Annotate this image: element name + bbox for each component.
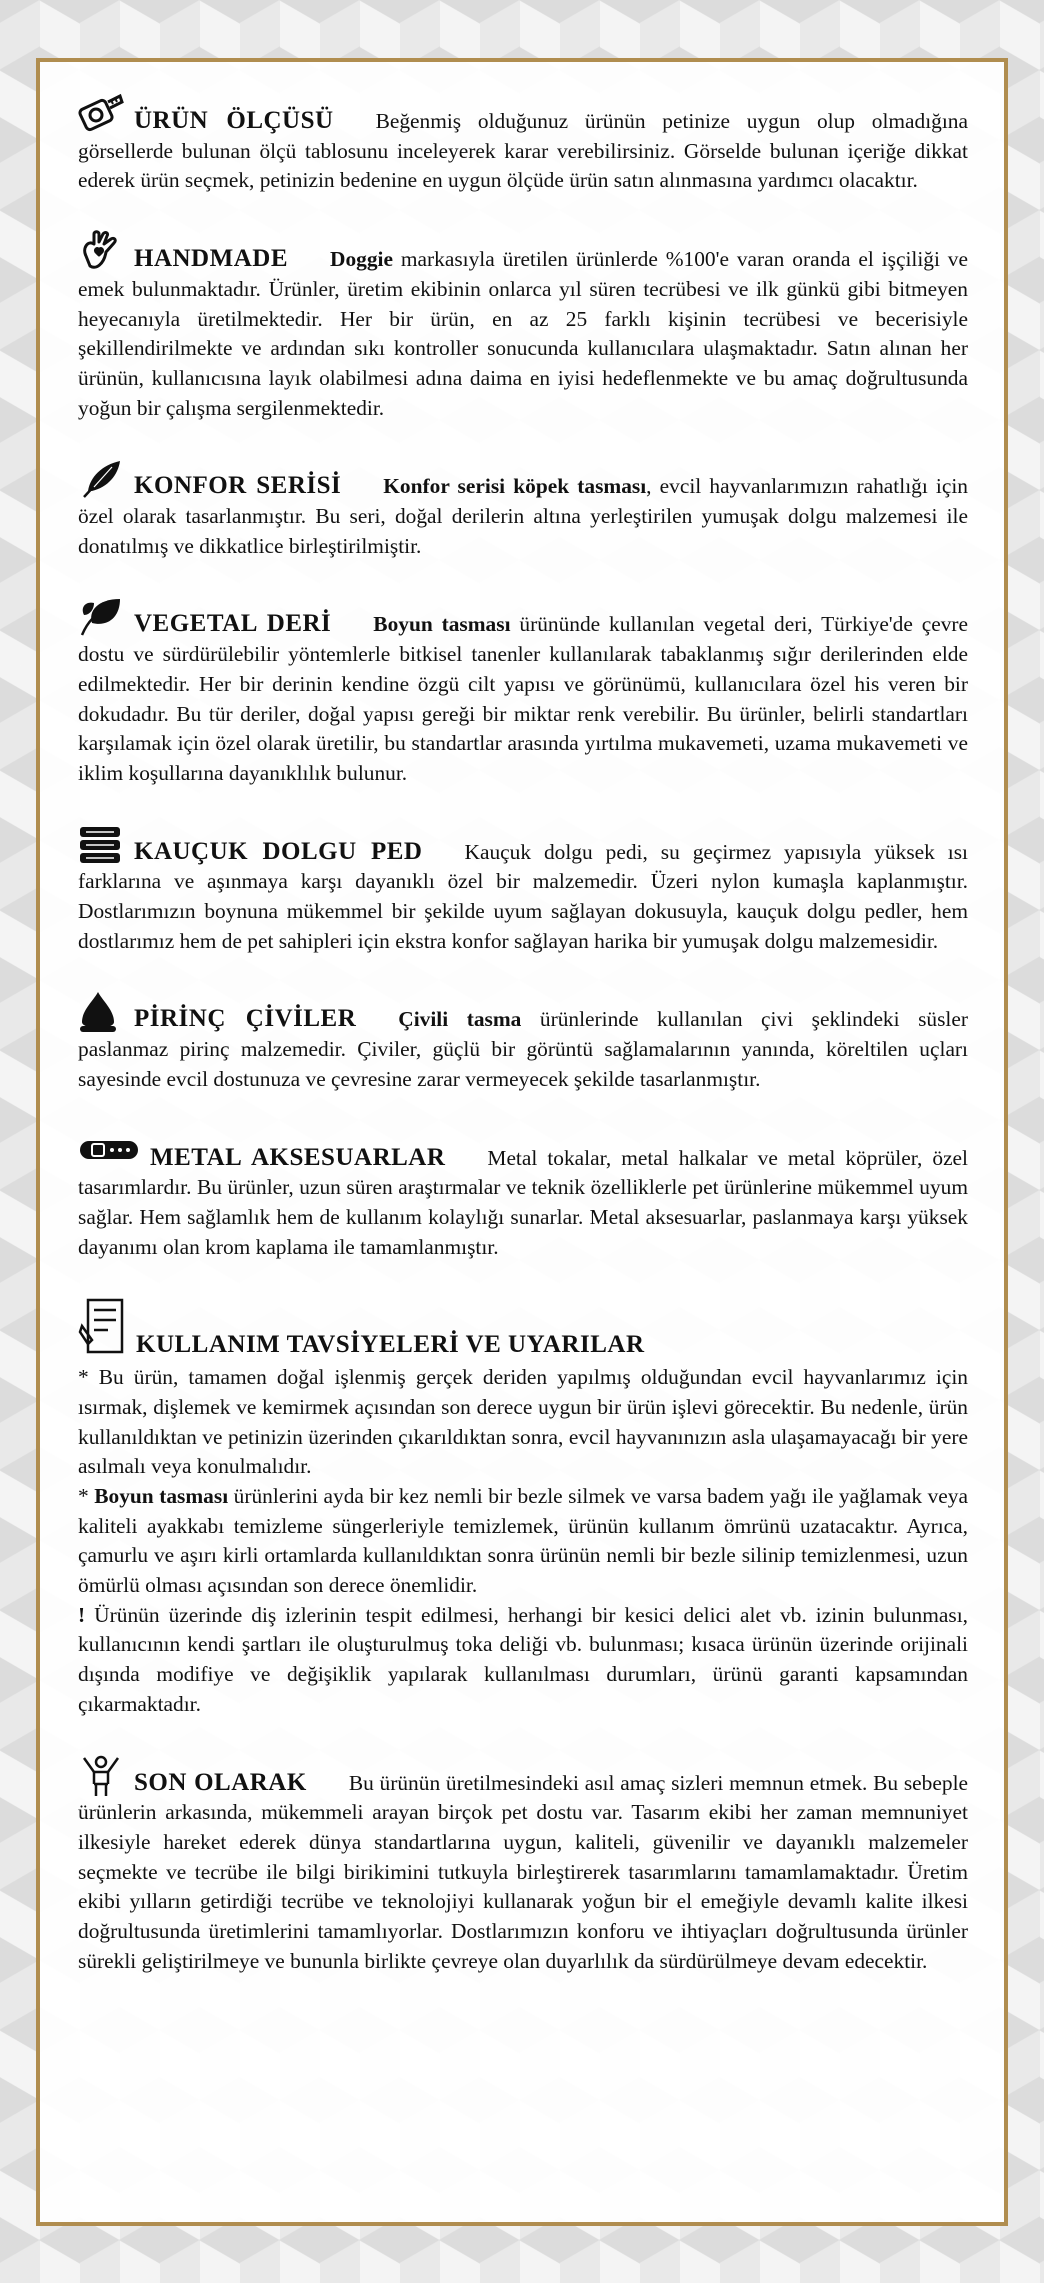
section-body [78,1129,968,1263]
usage-paragraph-2 [78,1482,968,1601]
document-checklist-icon [78,1296,126,1356]
tape-measure-icon [78,92,124,136]
section-handmade [78,230,968,423]
content-panel [36,58,1008,2226]
section-title: PİRİNÇ ÇİVİLER [134,1005,357,1033]
section-title: SON OLARAK [134,1768,307,1796]
section-text: ürünlerinde kullanılan çivi şeklindeki süsler paslanmaz pirinç malzemedir. Çiviler, güçlü bir görüntü sağlamalarının yanında, köreltilen uçları sayesinde evcil dostunuza ve çevresine zarar vermeyecek şekilde tasarlanmıştır. [78,1007,968,1091]
section-text: , evcil hayvanlarımızın rahatlığı için özel olarak tasarlanmıştır. Bu seri, doğal derilerin altına yerleştirilen yumuşak dolgu malzemesi ile donatılmış ve dikkatlice birleştirilmiştir. [78,474,968,558]
bullet-marker: * [78,1483,95,1508]
warning-mark: ! [78,1602,86,1627]
leaf-icon [78,595,124,639]
section-body [78,1754,968,1977]
hand-heart-icon [78,230,124,274]
section-text: Bu ürünün üretilmesindeki asıl amaç sizleri memnun etmek. Bu sebeple ürünlerin arkasında, mükemmeli arayan birçok pet dostu var. Tasarım ekibi her zaman memnuniyet ilkesiyle hareket ederek dünya standartlarına uygun, kaliteli, güvenilir ve dayanıklı malzemeler seçmekte ve tecrübe ile bilgi birikimini tutkuyla birleştirerek tasarımlarını tamamlamaktadır. Üretim ekibi yılların getirdiği tecrübe ve teknolojiyi kullanarak yoğun bir el emeğiyle devamlı kalite ilkesi doğrultusunda üretimlerini tamamlıyorlar. Dostlarımızın konforu ve ihtiyaçları doğrultusunda ürünler sürekli geliştirilmeye ve bununla birlikte çevreye olan duyarlılık da sürdürülmeye devam edecektir. [78,1770,969,1973]
section-usage-warnings [78,1296,968,1719]
section-body [78,230,968,423]
section-title: HANDMADE [134,245,288,273]
section-rubber-pad [78,823,968,957]
section-text: markasıyla üretilen ürünlerde %100'e varan oranda el işçiliği ve emek bulunmaktadır. Ürünler, üretim ekibinin onlarca yıl süren tecrübesi ve ilk günkü gibi bitmeyen heyecanıyla üretilmektedir. Her bir ürün, en az 25 farklı kişinin tecrübesi ve becerisiyle şekillendirilmekte ve ardından sıkı kontroller sonucunda kullanıcılara ulaşmaktadır. Satın alınan her ürünün, kullanıcısına layık olabilmesi adına daima en iyisi hedeflenmekte ve bu amaç doğrultusunda yoğun bir çalışma sergilenmektedir. [78,247,968,420]
usage-text: Ürünün üzerinde diş izlerinin tespit edilmesi, herhangi bir kesici delici alet vb. izinin bulunması, kullanıcının kendi şartları ile oluşturulmuş toka deliği vb. bulunması; kısaca ürünün üzerinde orijinali dışında modifiye ve değişiklik yapılarak kullanılması durumları, ürünü garanti kapsamından çıkarmaktadır. [78,1602,968,1716]
feather-icon [78,457,124,501]
section-body [78,595,968,788]
section-text: Metal tokalar, metal halkalar ve metal köprüler, özel tasarımlardır. Bu ürünler, uzun süren araştırmalar ve teknik özelliklerle pet ürünlerine mükemmel uyum sağlar. Hem sağlamlık hem de kullanım kolaylığı sunarlar. Metal aksesuarlar, paslanmaya karşı yüksek dayanımı olan krom kaplama ile tamamlanmıştır. [78,1145,968,1259]
section-metal-accessories [78,1129,968,1263]
section-title: KAUÇUK DOLGU PED [134,837,423,865]
bold-lead: Konfor serisi köpek tasması [383,474,647,499]
section-body [78,990,968,1094]
bold-lead: Boyun tasması [94,1483,229,1508]
section-text: Beğenmiş olduğunuz ürünün petinize uygun olup olmadığına görsellerde bulunan ölçü tablosunu inceleyerek karar verebilirsiniz. Görselde bulunan içeriğe dikkat ederek ürün seçmek, petinizin bedenine en uygun ölçüde ürün satın alınmasına yardımcı olacaktır. [78,109,968,193]
section-body [78,823,968,957]
section-text: ürününde kullanılan vegetal deri, Türkiye'de çevre dostu ve sürdürülebilir yöntemlerle bitkisel tanenler kullanılarak tabaklanmış sığır derilerinden elde edilmektedir. Her bir derinin kendine özgü cilt yapısı ve görünümü, kullanıcılara özel his veren bir dokudadır. Bu tür deriler, doğal yapısı gereği bir miktar renk verebilir. Bu ürünler, belirli standartları karşılamak için özel olarak üretilir, bu standartlar arasında yırtılma mukavemeti, uzama mukavemeti ve iklim koşullarına dayanıklılık bulunur. [78,612,969,785]
section-title: ÜRÜN ÖLÇÜSÜ [134,107,334,134]
bold-lead: Boyun tasması [373,612,511,637]
section-header [78,1296,968,1361]
section-title: KONFOR SERİSİ [134,472,342,500]
section-closing [78,1754,968,1977]
section-title: KULLANIM TAVSİYELERİ VE UYARILAR [136,1331,645,1359]
collar-icon [78,1129,140,1173]
usage-paragraph-3 [78,1601,968,1720]
person-cheer-icon [78,1754,124,1798]
section-body [78,457,968,561]
section-vegetal-leather [78,595,968,788]
brand-name: Doggie [330,247,393,272]
section-title: METAL AKSESUARLAR [150,1143,446,1171]
section-title: VEGETAL DERİ [134,610,332,638]
rivet-icon [78,990,124,1034]
section-body [78,92,968,196]
section-text: Kauçuk dolgu pedi, su geçirmez yapısıyla yüksek ısı farklarına ve aşınmaya karşı dayanıklı özel bir malzemedir. Üzeri nylon kumaşla kaplanmıştır. Dostlarımızın boynuna mükemmel bir şekilde uyum sağlayan dokusuyla, kauçuk dolgu pedler, hem dostlarımız hem de pet sahipleri için ekstra konfor sağlayan harika bir yumuşak dolgu malzemesidir. [78,839,968,953]
usage-text: ürünlerini ayda bir kez nemli bir bezle silmek ve varsa badem yağı ile yağlamak veya kaliteli ayakkabı temizleme süngerleriyle temizlemek, ürünün kullanım ömrünü uzatacaktır. Ayrıca, çamurlu ve aşırı kirli ortamlarda kullanıldıktan sonra ürünün nemli bir bezle silinip temizlenmesi, uzun ömürlü olması açısından son derece önemlidir. [78,1483,968,1598]
section-product-size [78,92,968,196]
section-brass-rivets [78,990,968,1094]
section-comfort-series [78,457,968,561]
usage-paragraph-1: * Bu ürün, tamamen doğal işlenmiş gerçek deriden yapılmış olduğundan evcil hayvanlarımız için ısırmak, dişlemek ve kemirmek açısından son derece uygun bir ürün işlevi görecektir. Bu nedenle, ürün kullanıldıktan ve petinizin üzerinden çıkarıldıktan sonra, evcil hayvanınızın asla ulaşamayacağı bir yere asılmalı veya konulmalıdır. [78,1365,968,1479]
bold-lead: Çivili tasma [398,1007,522,1032]
layers-icon [78,823,124,867]
